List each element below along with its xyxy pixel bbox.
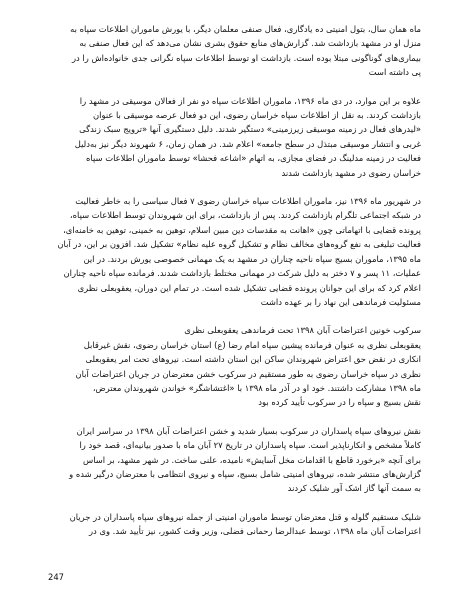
paragraph xyxy=(42,22,421,80)
page-number: 247 xyxy=(48,572,64,582)
paragraph xyxy=(42,194,421,309)
text-line: عملیات، ۱۱ پسر و ۷ دختر به دلیل شرکت در مهمانی مختلط بازداشت شدند. فرمانده سپاه ناحیه چناران xyxy=(63,268,421,279)
text-line: برای آنچه «برخورد قاطع با اقدامات مخل آسایش» نامیده، علنی ساخت. در شهر مشهد، بر اساس xyxy=(82,454,421,465)
text-line: نقش بسیج و سپاه را در سرکوب تأیید کرده بود xyxy=(258,397,421,408)
section-heading: سرکوب خونین اعتراضات آبان ۱۳۹۸ تحت فرماندهی یعقوبعلی نظری xyxy=(184,325,421,336)
text-line: گزارش‌های منتشر شده، نیروهای امنیتی شامل بسیج، سپاه و نیروی انتظامی با معترضان درگیر شده و xyxy=(69,468,421,479)
body-text-after-heading xyxy=(42,338,421,539)
text-line: یعقوبعلی نظری به عنوان فرمانده پیشین سپاه امام رضا (ع) استان خراسان رضوی، نقش غیرقابل xyxy=(83,339,421,350)
text-line: نقش نیروهای سپاه پاسداران در سرکوب بسیار شدید و خشن اعتراضات آبان ۱۳۹۸ در سراسر ایران xyxy=(76,425,421,436)
text-line: در شبکه اجتماعی تلگرام بازداشت کردند. پس از بازداشت، برای این شهروندان توسط اطلاعات سپاه، xyxy=(69,210,421,221)
paragraph xyxy=(42,424,421,496)
text-line: علاوه بر این موارد، در دی ماه ۱۳۹۶، ماموران اطلاعات سپاه دو نفر از فعالان موسیقی در مشهد را xyxy=(79,95,421,106)
text-line: غربی و انتشار موسیقی مبتذل در سطح جامعه» اعلام شد. در همان زمان، ۶ شهروند دیگر نیز به‌دلیل xyxy=(74,138,421,149)
body-text-before-heading xyxy=(42,22,421,309)
text-line: ماه ۱۳۹۸ مشارکت داشتند. خود او در آذر ماه ۱۳۹۸ با «اغتشاشگر» خواندن شهروندان معترض، xyxy=(92,382,421,393)
paragraph xyxy=(42,510,421,539)
text-line: فعالیت تبلیغی به نفع گروه‌های مخالف نظام و تشکیل گروه علیه نظام» تشکیل شد. افزون بر این، در آبان xyxy=(57,239,421,250)
text-line: ماه ۱۳۹۵، ماموران بسیج سپاه ناحیه چناران در مشهد به یک مهمانی خصوصی یورش بردند. در این xyxy=(83,253,421,264)
text-line: مسئولیت فرماندهی این نهاد را بر عهده داشت xyxy=(260,296,421,307)
text-line: بیماری‌های گوناگونی مبتلا بوده است. بازداشت او توسط اطلاعات سپاه نگرانی جدی خانواده‌اش را در xyxy=(71,52,421,63)
text-line: پرونده قضایی با اتهاماتی چون «اهانت به مقدسات دین مبین اسلام، توهین به خمینی، توهین به خامنه‌ای، xyxy=(63,224,421,235)
text-line: بازداشت کردند. به نقل از اطلاعات سپاه خراسان رضوی، این دو فعال عرصه موسیقی با عنوان xyxy=(93,110,421,121)
text-line: «لیدرهای فعال در زمینه موسیقی زیرزمینی» دستگیر شدند. دلیل دستگیری آنها «ترویج سبک زندگی xyxy=(79,124,421,135)
text-line: در شهریور ماه ۱۳۹۶ نیز، ماموران اطلاعات سپاه خراسان رضوی ۷ فعال سیاسی را به خاطر فعالیت xyxy=(75,196,421,207)
paragraph xyxy=(42,94,421,180)
text-line: ماه همان سال، بتول امنیتی ده یادگاری، فعال صنفی معلمان دیگر، با یورش ماموران اطلاعات سپاه به xyxy=(70,24,421,34)
text-line: شلیک مستقیم گلوله و قتل معترضان توسط ماموران امنیتی از جمله نیروهای سپاه پاسداران در جریان xyxy=(69,511,421,522)
text-line: نظری در سپاه خراسان رضوی به طور مستقیم در سرکوب خشن معترضان در جریان اعتراضات آبان xyxy=(75,368,421,379)
text-line: کاملاً مشخص و انکارناپذیر است. سپاه پاسداران در تاریخ ۲۷ آبان ماه با صدور بیانیه‌ای، قصد خود را xyxy=(79,440,421,451)
text-line: اعلام کرد که برای این جوانان پرونده قضایی تشکیل شده است. در تمام این دوران، یعقوبعلی نظری xyxy=(77,282,421,293)
text-line: پی داشته است xyxy=(368,67,421,78)
text-line: فعالیت در زمینه مدلینگ در فضای مجازی، به اتهام «اشاعه فحشا» توسط ماموران اطلاعات سپاه xyxy=(86,153,421,164)
paragraph xyxy=(42,338,421,410)
text-line: اعتراضات آبان ماه ۱۳۹۸، توسط عبدالرضا رحمانی فضلی، وزیر وقت کشور، نیز تأیید شد. وی در xyxy=(88,526,421,537)
text-line: منزل او در مشهد بازداشت شد. گزارش‌های منابع حقوق بشری نشان می‌دهد که این فعال صنفی به xyxy=(79,38,421,49)
text-line: خراسان رضوی در مشهد بازداشت شدند xyxy=(281,167,421,178)
text-line: به سمت آنها گاز اشک آور شلیک کردند xyxy=(287,483,421,494)
text-line: انکاری در نقض حق اعتراض شهروندان ساکن این استان داشته است. نیروهای تحت امر یعقوبعلی xyxy=(85,354,421,365)
